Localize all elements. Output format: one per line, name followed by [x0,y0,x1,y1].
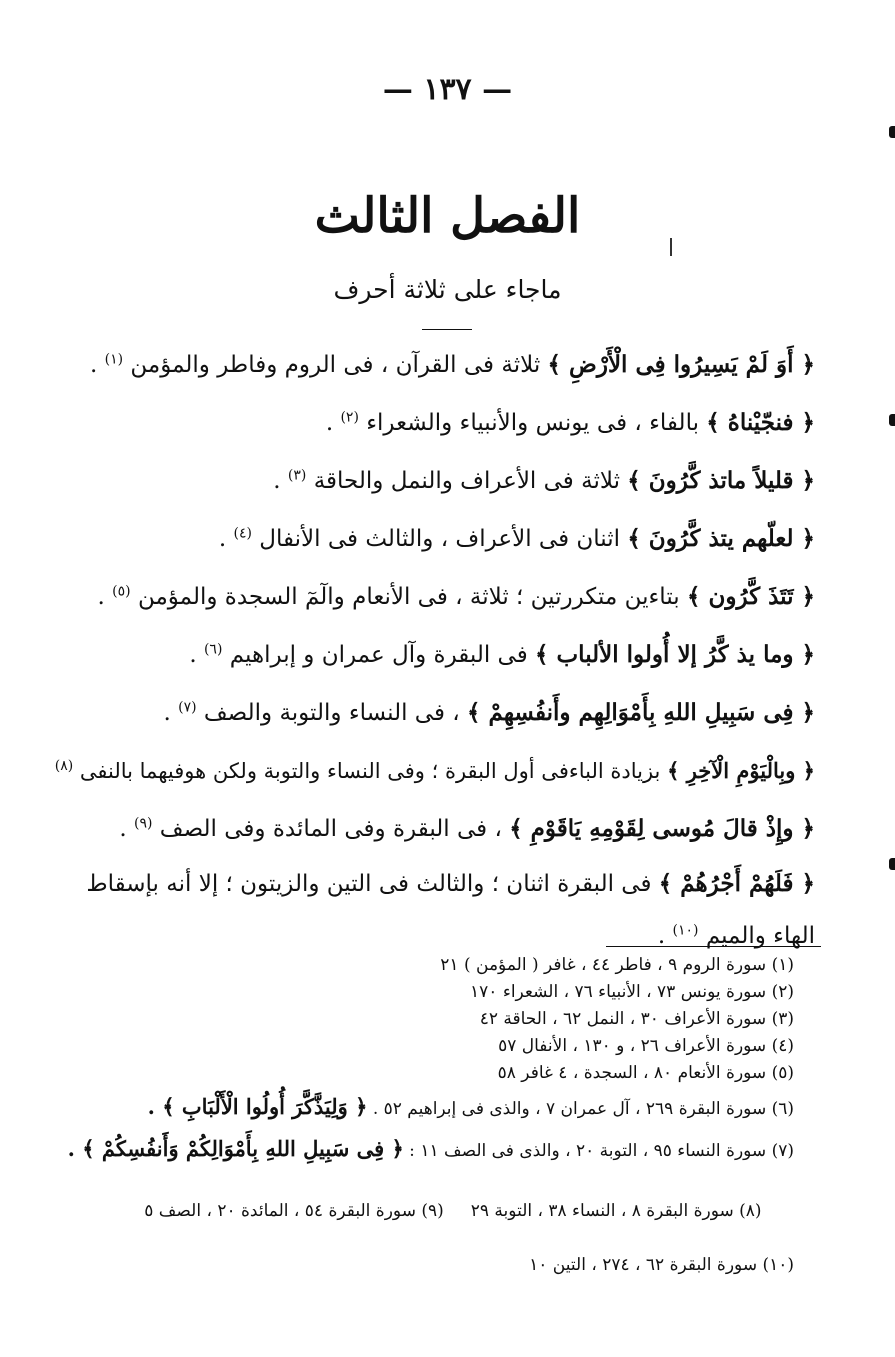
entry-text: ثلاثة فى الأعراف والنمل والحاقة [313,468,620,494]
footnote-ref: (٨) [54,758,74,774]
title-divider [422,329,472,330]
quran-phrase: ﴿ فِى سَبِيلِ اللهِ بِأَمْوَالِهِم وأَنفُسِهِمْ ﴾ [467,699,815,726]
footnote-divider [606,946,821,947]
quran-phrase: ﴿ أَوَ لَمْ يَسِيرُوا فِى الْأَرْضِ ﴾ [547,351,815,378]
entry-line [80,394,815,452]
footnote-ref: (٦) [203,641,223,658]
quran-phrase: ﴿ لعلّهم يتذ كَّرُونَ ﴾ [627,525,815,552]
margin-mark [889,858,895,870]
entry-text: فى البقرة اثنان ؛ والثالث فى التين والزيتون ؛ إلا أنه بإسقاط الهاء والميم [86,871,815,949]
footnote-ref: (٤) [233,525,252,542]
footnote-ref: (٩) [134,815,153,832]
quran-phrase: ﴿ وما يذ كَّرُ إلا أُولوا الألباب ﴾ [535,641,815,668]
chapter-subtitle: ماجاء على ثلاثة أحرف [333,275,562,304]
chapter-title: الفصل الثالث [314,188,581,244]
quran-phrase: ﴿ فنجّيْناهُ ﴾ [706,409,815,436]
footnotes-list [67,952,794,1279]
footnote [67,1129,794,1171]
quran-phrase: ﴿ قليلاً ماتذ كَّرُونَ ﴾ [627,467,815,494]
footnote [84,1171,794,1252]
entry-line [80,684,815,742]
entry-end: . [163,700,179,726]
margin-mark [889,414,895,426]
margin-mark [889,126,895,138]
entry-line [80,800,815,858]
footnote [84,1033,794,1060]
entry-text: بتاءين متكررتين ؛ ثلاثة ، فى الأنعام والٓمٓ السجدة والمؤمن [137,584,680,610]
entry-end: . [89,352,105,378]
entry-text: ، فى البقرة وفى المائدة وفى الصف [159,816,502,842]
entry-end: . [97,584,113,610]
entry-line [80,626,815,684]
footnote-quran-phrase: ﴿ فِى سَبِيلِ اللهِ بِأَمْوَالِكُمْ وَأَنفُسِكُمْ ﴾ . [67,1136,404,1161]
entry-line [80,510,815,568]
quran-phrase: ﴿ وبِالْيَوْمِ الْآخِرِ ﴾ [667,758,815,783]
footnote-text: (١) سورة الروم ٩ ، فاطر ٤٤ ، غافر ( المؤمن ) ٢١ [440,955,794,975]
entry-end: . [325,410,341,436]
entry-line [80,452,815,510]
footnote-text: (٢) سورة يونس ٧٣ ، الأنبياء ٧٦ ، الشعراء ١٧٠ [470,982,794,1002]
entry-end: . [119,816,135,842]
footnote [84,979,794,1006]
footnote-ref: (٥) [112,583,131,600]
page-number: — ١٣٧ — [382,72,513,107]
footnote-ref: (٣) [287,467,307,484]
entry-end: . [273,468,288,494]
footnote-text: (٨) سورة البقرة ٨ ، النساء ٣٨ ، التوبة ٢٩ (٩) سورة البقرة ٥٤ ، المائدة ٢٠ ، الصف ٥ [144,1201,762,1221]
footnote-ref: (٢) [340,409,359,426]
quran-phrase: ﴿ فَلَهُمْ أَجْرُهُمْ ﴾ [658,870,815,897]
entries-list [54,336,815,962]
footnote-quran-phrase: ﴿ وَلِيَذَّكَّرَ أُولُوا الْأَلْبَابِ ﴾ . [147,1094,368,1119]
entry-end: . [657,923,673,949]
entry-text: بالفاء ، فى يونس والأنبياء والشعراء [366,410,699,436]
entry-text: اثنان فى الأعراف ، والثالث فى الأنفال [259,526,621,552]
footnote [84,952,794,979]
entry-line [80,568,815,626]
entry-line [80,336,815,394]
footnote-ref: (٧) [178,699,197,716]
footnote-ref: (١٠) [672,922,699,939]
footnote-ref: (١) [104,351,124,368]
entry-text: بزيادة الباءفى أول البقرة ؛ وفى النساء والتوبة ولكن هوفيهما بالنفى [79,759,661,783]
footnote-text: (٦) سورة البقرة ٢٦٩ ، آل عمران ٧ ، والذى فى إبراهيم ٥٢ . [372,1099,794,1119]
footnote-text: (٥) سورة الأنعام ٨٠ ، السجدة ، ٤ غافر ٥٨ [497,1063,794,1083]
entry-text: فى البقرة وآل عمران و إبراهيم [229,642,528,668]
footnote-text: (٤) سورة الأعراف ٢٦ ، و ١٣٠ ، الأنفال ٥٧ [498,1036,794,1056]
entry-text: ، فى النساء والتوبة والصف [203,700,460,726]
footnote [84,1006,794,1033]
footnote-text: (٧) سورة النساء ٩٥ ، التوبة ٢٠ ، والذى فى الصف ١١ : [409,1141,794,1161]
entry-end: . [218,526,234,552]
footnote-text: (١٠) سورة البقرة ٦٢ ، ٢٧٤ ، التين ١٠ [529,1255,794,1275]
footnote [84,1060,794,1087]
quran-phrase: ﴿ وإِذْ قالَ مُوسى لِقَوْمِهِ يَاقَوْمِ ﴾ [509,815,815,842]
footnote [84,1087,794,1129]
stray-ink-mark [670,238,672,256]
footnote [84,1252,794,1279]
entry-end: . [189,642,204,668]
entry-text: ثلاثة فى القرآن ، فى الروم وفاطر والمؤمن [130,352,541,378]
entry-line [54,742,815,800]
footnote-text: (٣) سورة الأعراف ٣٠ ، النمل ٦٢ ، الحاقة ٤٢ [479,1009,794,1029]
quran-phrase: ﴿ تَتَذَ كَّرُون ﴾ [686,583,815,610]
